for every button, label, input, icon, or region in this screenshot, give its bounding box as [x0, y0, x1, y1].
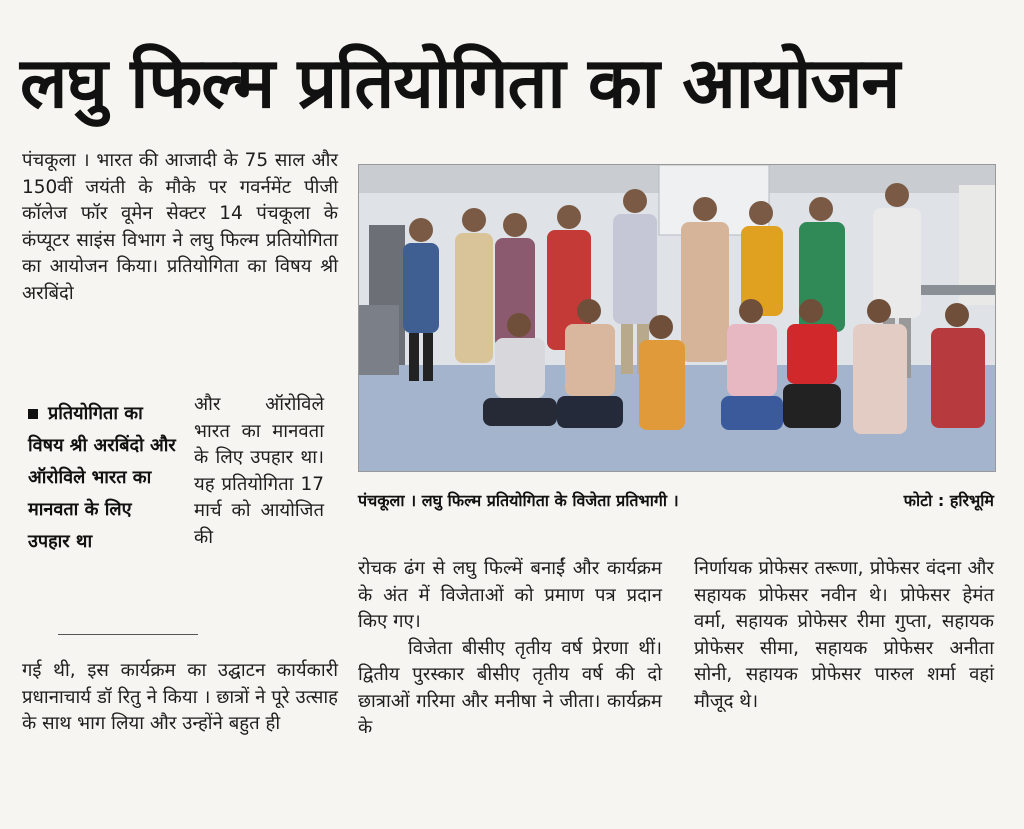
article-column-3 [694, 556, 994, 715]
photo-credit: फोटो : हरिभूमि [903, 491, 994, 510]
pullquote-text: प्रतियोगिता का विषय श्री अरबिंदो और ऑरोविले भारत का मानवता के लिए उपहार था [28, 403, 176, 552]
article-column-2 [358, 556, 662, 742]
photo-caption [358, 486, 994, 516]
article-column-1-bottom [22, 658, 338, 738]
article-paragraph: और ऑरोविले भारत का मानवता के लिए उपहार था। यह प्रतियोगिता 17 मार्च को आयोजित की [194, 394, 324, 548]
bullet-square-icon [28, 409, 38, 419]
group-photo [358, 164, 996, 472]
pullquote [28, 398, 178, 558]
article-paragraph: पंचकूला । भारत की आजादी के 75 साल और 150वीं जयंती के मौके पर गवर्नमेंट पीजी कॉलेज फॉर वूमेन सेक्टर 14 पंचकूला के कंप्यूटर साइंस विभाग ने लघु फिल्म प्रतियोगिता का आयोजन किया। प्रतियोगिता का विषय श्री अरबिंदो [22, 150, 338, 304]
article-paragraph: निर्णायक प्रोफेसर तरूणा, प्रोफेसर वंदना और सहायक प्रोफेसर नवीन थे। प्रोफेसर हेमंत वर्मा, सहायक प्रोफेसर रीमा गुप्ता, सहायक प्रोफेसर सीमा, सहायक प्रोफेसर अनीता सोनी, सहायक प्रोफेसर पारुल शर्मा वहां मौजूद थे। [694, 558, 994, 712]
article-paragraph: रोचक ढंग से लघु फिल्में बनाईं और कार्यक्रम के अंत में विजेताओं को प्रमाण पत्र प्रदान किए गए। [358, 558, 662, 632]
article-column-1-top [22, 148, 338, 307]
caption-text: पंचकूला । लघु फिल्म प्रतियोगिता के विजेता प्रतिभागी । [358, 491, 679, 510]
article-paragraph: गई थी, इस कार्यक्रम का उद्घाटन कार्यकारी प्रधानाचार्य डॉ रितु ने किया । छात्रों ने पूरे उत्साह के साथ भाग लिया और उन्होंने बहुत ही [22, 660, 338, 734]
group-photo-illustration [359, 165, 995, 471]
article-paragraph: विजेता बीसीए तृतीय वर्ष प्रेरणा थीं। द्वितीय पुरस्कार बीसीए तृतीय वर्ष की दो छात्राओं गरिमा और मनीषा ने जीता। कार्यक्रम के [358, 637, 662, 738]
pullquote-divider [58, 634, 198, 635]
article-column-1-wrap [194, 392, 324, 551]
headline: लघु फिल्म प्रतियोगिता का आयोजन [20, 42, 900, 124]
